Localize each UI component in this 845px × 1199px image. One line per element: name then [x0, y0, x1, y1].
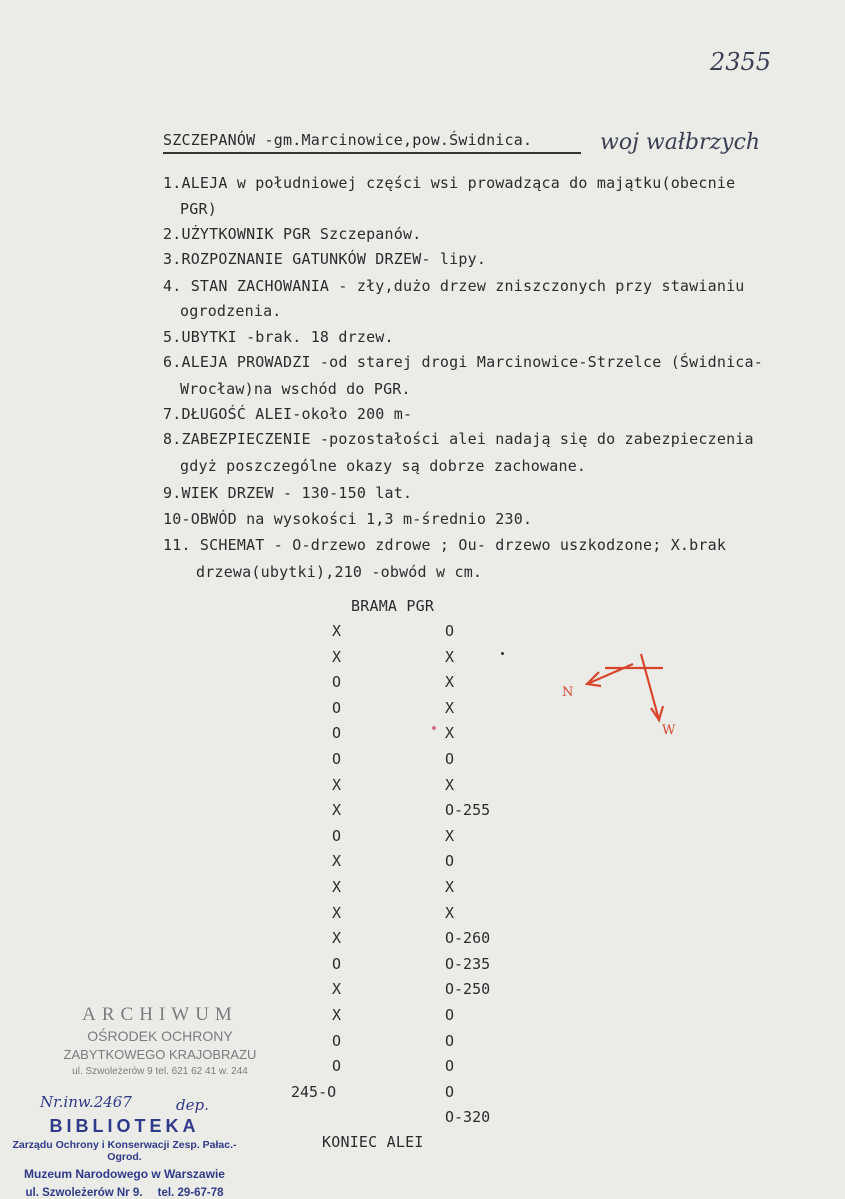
schema-right-cell: X	[445, 775, 455, 794]
deposit-handwritten: dep.	[176, 1096, 209, 1114]
schema-left-cell: X	[332, 852, 342, 871]
library-stamp	[12, 1116, 237, 1199]
schema-left-cell: O	[332, 750, 342, 768]
item-11-line2: drzewa(ubytki),210 -obwód w cm.	[196, 563, 483, 581]
item-11-line1: 11. SCHEMAT - O-drzewo zdrowe ; Ou- drzewo uszkodzone; X.brak	[163, 536, 727, 554]
schema-left-cell: O	[332, 954, 342, 973]
schema-left-cell: X	[332, 647, 342, 666]
schema-left-cell: X	[332, 903, 342, 922]
schema-left-cell: X	[332, 929, 342, 948]
schema-right-cell: O	[445, 622, 455, 640]
schema-left-cell: O	[332, 1031, 342, 1050]
library-stamp-line3: Muzeum Narodowego w Warszawie	[24, 1167, 225, 1181]
item-6-line1: 6.ALEJA PROWADZI -od starej drogi Marcinowice-Strzelce (Świdnica-	[163, 353, 763, 371]
archive-stamp-line4: ul. Szwoleżerów 9 tel. 621 62 41 w. 244	[72, 1066, 248, 1077]
library-stamp-address-row	[12, 1187, 237, 1199]
item-3-line1: 3.ROZPOZNANIE GATUNKÓW DRZEW- lipy.	[163, 250, 487, 268]
schema-right-cell: X	[445, 673, 455, 692]
schema-right-cell: O	[445, 1057, 455, 1076]
schema-right-cell: X	[445, 903, 455, 922]
library-stamp-title: BIBLIOTEKA	[49, 1116, 200, 1136]
document-number: 2355	[710, 48, 772, 76]
item-8-line1: 8.ZABEZPIECZENIE -pozostałości alei nadają się do zabezpieczenia	[163, 430, 754, 448]
schema-right-cell: O-320	[445, 1108, 491, 1127]
schema-footer: KONIEC ALEI	[322, 1133, 424, 1151]
schema-right-cell: O-250	[445, 980, 491, 999]
item-6-line2: Wrocław)na wschód do PGR.	[180, 380, 411, 398]
compass-w-label: W	[662, 723, 676, 738]
item-5-line1: 5.UBYTKI -brak. 18 drzew.	[163, 328, 394, 346]
schema-right-cell: O	[445, 1006, 455, 1024]
schema-left-cell: X	[332, 801, 342, 820]
schema-right-cell: O-255	[445, 801, 491, 820]
schema-left-cell: O	[332, 826, 342, 845]
schema-right-cell: O	[445, 750, 455, 768]
schema-right-cell: O	[445, 1031, 455, 1050]
item-4-line1: 4. STAN ZACHOWANIA - zły,dużo drzew zniszczonych przy stawianiu	[163, 277, 745, 295]
item-1-line2: PGR)	[180, 200, 217, 218]
handwritten-voivodeship-note: woj wałbrzych	[600, 130, 761, 155]
schema-left-cell: X	[332, 878, 342, 896]
archive-stamp	[45, 1004, 275, 1077]
schema-left-cell: X	[332, 622, 342, 640]
document-heading: SZCZEPANÓW -gm.Marcinowice,pow.Świdnica.	[163, 131, 533, 149]
schema-left-cell: X	[332, 980, 342, 999]
inventory-handwritten: Nr.inw.2467	[40, 1093, 132, 1111]
schema-right-cell: O	[445, 852, 455, 871]
schema-left-cell: O	[332, 724, 342, 743]
small-pink-mark	[432, 726, 436, 730]
archive-stamp-title: ARCHIWUM	[82, 1004, 238, 1025]
schema-right-cell: X	[445, 724, 455, 743]
schema-left-cell: X	[332, 1006, 342, 1024]
heading-underline	[163, 152, 581, 154]
item-8-line2: gdyż poszczególne okazy są dobrze zachowane.	[180, 457, 587, 475]
library-stamp-line2: Zarządu Ochrony i Konserwacji Zesp. Pałac.-Ogrod.	[12, 1139, 237, 1163]
item-9-line1: 9.WIEK DRZEW - 130-150 lat.	[163, 484, 413, 502]
compass-sketch	[555, 650, 705, 760]
library-stamp-address: ul. Szwoleżerów Nr 9.	[25, 1187, 143, 1199]
schema-right-cell: O	[445, 1082, 455, 1101]
schema-right-cell: X	[445, 878, 455, 896]
schema-left-cell: O	[332, 1057, 342, 1076]
schema-right-cell: X	[445, 826, 455, 845]
compass-n-label: N	[562, 685, 574, 700]
schema-left-cell: X	[332, 775, 342, 794]
schema-left-cell: 245-O	[291, 1082, 337, 1101]
schema-right-cell: X	[445, 647, 455, 666]
item-7-line1: 7.DŁUGOŚĆ ALEI-około 200 m-	[163, 405, 413, 423]
small-ink-dot	[501, 652, 504, 655]
item-4-line2: ogrodzenia.	[180, 302, 282, 320]
schema-left-cell: O	[332, 698, 342, 717]
schema-right-cell: X	[445, 698, 455, 717]
schema-left-cell: O	[332, 673, 342, 692]
item-2-line1: 2.UŻYTKOWNIK PGR Szczepanów.	[163, 225, 422, 243]
archive-stamp-line2: OŚRODEK OCHRONY	[87, 1028, 233, 1044]
library-stamp-phone: tel. 29-67-78	[157, 1187, 224, 1199]
item-1-line1: 1.ALEJA w południowej części wsi prowadząca do majątku(obecnie	[163, 174, 736, 192]
item-10-line1: 10-OBWÓD na wysokości 1,3 m-średnio 230.	[163, 510, 533, 528]
schema-right-cell: O-260	[445, 929, 491, 948]
schema-right-cell: O-235	[445, 954, 491, 973]
schema-header: BRAMA PGR	[351, 597, 435, 615]
archive-stamp-line3: ZABYTKOWEGO KRAJOBRAZU	[63, 1047, 257, 1062]
